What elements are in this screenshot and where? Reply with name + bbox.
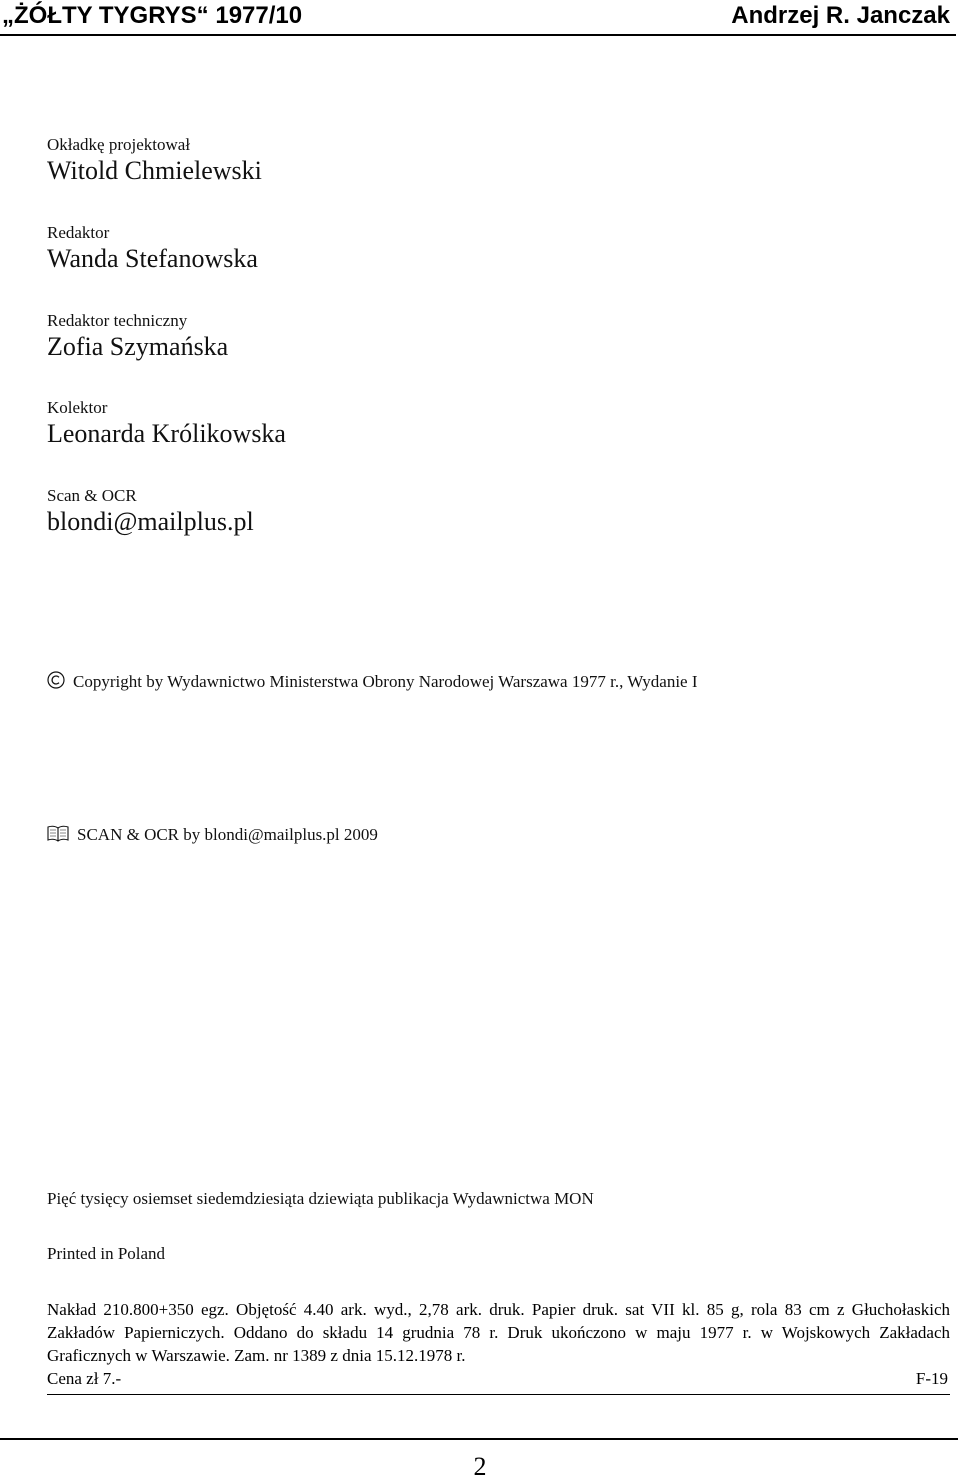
running-header-author: Andrzej R. Janczak (731, 2, 950, 29)
scan-credit-text: SCAN & OCR by blondi@mailplus.pl 2009 (77, 825, 378, 844)
credit-name: Witold Chmielewski (47, 156, 262, 185)
credit-role: Redaktor (47, 223, 110, 242)
credit-name: Leonarda Królikowska (47, 419, 286, 448)
copyright-text: Copyright by Wydawnictwo Ministerstwa Obrony Narodowej Warszawa 1977 r., Wydanie I (73, 672, 698, 691)
credit-technical-editor (47, 311, 228, 362)
footer-rule (0, 1438, 958, 1440)
scan-credit-line (47, 824, 378, 848)
credit-cover-designer (47, 135, 262, 186)
header-rule (0, 34, 956, 36)
credit-role: Redaktor techniczny (47, 311, 188, 330)
page-number: 2 (473, 1452, 487, 1481)
catalog-code: F-19 (915, 1369, 948, 1388)
credit-scan-ocr (47, 486, 254, 537)
running-header-title: „ŻÓŁTY TYGRYS“ 1977/10 (2, 2, 303, 29)
colophon-text: Nakład 210.800+350 egz. Objętość 4.40 ark. wyd., 2,78 ark. druk. Papier druk. sat VII kl. 85 g, rola 83 cm z Głuchołaskich Zakładów Papierniczych. Oddano do składu 14 grudnia 78 r. Druk ukończono w maju 1977 r. w Wojskowych Zakładach Graficznych w Warszawie. Zam. nr 1389 z dnia 15.12.1978 r. (47, 1300, 950, 1365)
credit-name: Zofia Szymańska (47, 332, 229, 361)
open-book-icon (47, 825, 69, 848)
price-label: Cena zł 7.- (47, 1369, 122, 1388)
copyright-icon (47, 671, 65, 695)
publication-number-line: Pięć tysięcy osiemset siedemdziesiąta dziewiąta publikacja Wydawnictwa MON (47, 1189, 594, 1208)
credit-role: Scan & OCR (47, 486, 137, 505)
credit-name: blondi@mailplus.pl (47, 507, 254, 536)
credit-role: Kolektor (47, 398, 108, 417)
credit-role: Okładkę projektował (47, 135, 191, 154)
credit-editor (47, 223, 258, 274)
credit-typesetter (47, 398, 286, 449)
colophon-rule (47, 1394, 950, 1395)
copyright-line (47, 671, 698, 695)
credit-name: Wanda Stefanowska (47, 244, 258, 273)
printed-in-line: Printed in Poland (47, 1244, 166, 1263)
